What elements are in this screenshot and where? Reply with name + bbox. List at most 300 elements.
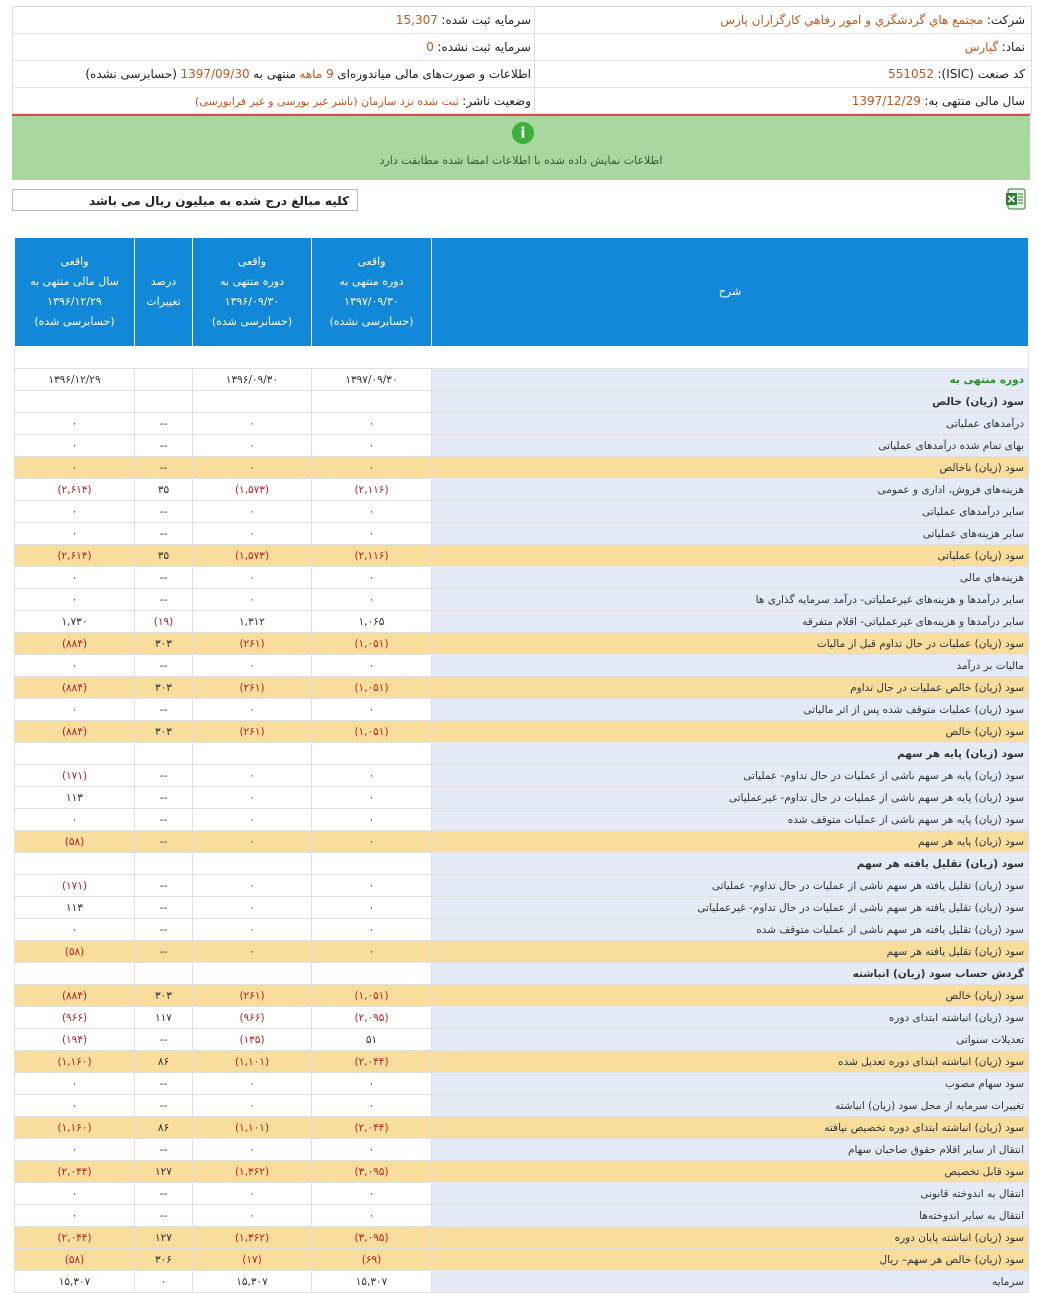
table-row <box>15 1249 1029 1271</box>
table-row <box>15 1139 1029 1161</box>
table-row <box>15 655 1029 677</box>
cell-change-percent: -- <box>135 523 193 545</box>
row-description: سود (زیان) انباشته ابتدای دوره <box>432 1007 1029 1029</box>
cell-fiscal-year: (۱,۱۶۰) <box>15 1117 135 1139</box>
cell-previous-period: ۰ <box>193 765 312 787</box>
cell-current-period: ۱۵,۳۰۷ <box>312 1271 432 1293</box>
table-row <box>15 1007 1029 1029</box>
cell-current-period: (۲,۰۹۵) <box>312 1007 432 1029</box>
col-header-change <box>135 238 193 347</box>
cell-current-period: ۰ <box>312 831 432 853</box>
header-row-symbol <box>13 34 1031 61</box>
cell-fiscal-year: (۱۹۴) <box>15 1029 135 1051</box>
cell-current-period: (۲,۰۴۴) <box>312 1051 432 1073</box>
unregistered-capital-field <box>426 34 531 60</box>
row-description: سود قابل تخصیص <box>432 1161 1029 1183</box>
table-row <box>15 1029 1029 1051</box>
cell-fiscal-year: (۹۶۶) <box>15 1007 135 1029</box>
table-row <box>15 1205 1029 1227</box>
cell-fiscal-year: ۰ <box>15 655 135 677</box>
col2-line1: واقعی <box>237 255 267 268</box>
cell-fiscal-year <box>15 391 135 413</box>
header-row-fiscal <box>13 88 1031 114</box>
fiscal-year-field <box>852 88 1025 114</box>
table-row <box>15 413 1029 435</box>
cell-fiscal-year: (۲,۰۴۴) <box>15 1227 135 1249</box>
cell-fiscal-year: ۱۱۳ <box>15 787 135 809</box>
cell-change-percent: -- <box>135 919 193 941</box>
row-description: سایر هزینه‌های عملیاتی <box>432 523 1029 545</box>
cell-previous-period: (۱,۳۶۲) <box>193 1227 312 1249</box>
row-description: سود (زیان) خالص هر سهم– ریال <box>432 1249 1029 1271</box>
cell-change-percent: -- <box>135 413 193 435</box>
registered-capital-field <box>396 7 531 33</box>
table-row <box>15 1271 1029 1293</box>
cell-current-period <box>312 391 432 413</box>
cell-change-percent: ۳۵ <box>135 545 193 567</box>
cell-change-percent: -- <box>135 809 193 831</box>
row-description: سایر درآمدهای عملیاتی <box>432 501 1029 523</box>
company-value[interactable]: مجتمع هاي گردشگري و امور رفاهي کارگزاران پارس <box>720 13 984 27</box>
cell-current-period: ۰ <box>312 435 432 457</box>
cell-change-percent: -- <box>135 457 193 479</box>
cell-previous-period: (۱,۵۷۳) <box>193 479 312 501</box>
cell-previous-period: ۱۵,۳۰۷ <box>193 1271 312 1293</box>
row-description: سود سهام مصوب <box>432 1073 1029 1095</box>
cell-fiscal-year: ۰ <box>15 1183 135 1205</box>
row-description: سود (زیان) انباشته پایان دوره <box>432 1227 1029 1249</box>
table-row <box>15 501 1029 523</box>
cell-change-percent <box>135 391 193 413</box>
company-header <box>12 6 1032 114</box>
row-description: تغییرات سرمایه از محل سود (زیان) انباشته <box>432 1095 1029 1117</box>
cell-change-percent <box>135 369 193 391</box>
cell-current-period: ۰ <box>312 1183 432 1205</box>
cell-previous-period: (۱,۱۰۱) <box>193 1117 312 1139</box>
table-row <box>15 941 1029 963</box>
table-row <box>15 1161 1029 1183</box>
cell-fiscal-year: ۰ <box>15 589 135 611</box>
cell-current-period: ۰ <box>312 655 432 677</box>
cell-change-percent: -- <box>135 655 193 677</box>
col3-line2: تغییرات <box>146 295 181 308</box>
cell-previous-period: ۰ <box>193 655 312 677</box>
cell-previous-period: (۱,۵۷۳) <box>193 545 312 567</box>
row-description: انتقال به اندوخته قانونی <box>432 1183 1029 1205</box>
symbol-label: نماد: <box>1001 40 1025 54</box>
cell-previous-period: ۰ <box>193 941 312 963</box>
cell-change-percent <box>135 853 193 875</box>
cell-current-period: ۰ <box>312 875 432 897</box>
cell-change-percent: -- <box>135 501 193 523</box>
table-row <box>15 985 1029 1007</box>
row-description: دوره منتهی به <box>432 369 1029 391</box>
unregistered-capital-value: 0 <box>426 40 434 54</box>
table-row <box>15 479 1029 501</box>
cell-change-percent: -- <box>135 1029 193 1051</box>
row-description: سود (زیان) پایه هر سهم ناشی از عملیات در حال تداوم- عملیاتی <box>432 765 1029 787</box>
cell-previous-period: ۰ <box>193 567 312 589</box>
cell-previous-period: ۰ <box>193 809 312 831</box>
cell-change-percent: -- <box>135 1183 193 1205</box>
table-row <box>15 1095 1029 1117</box>
cell-current-period: (۱,۰۵۱) <box>312 677 432 699</box>
cell-change-percent: ۳۰۳ <box>135 721 193 743</box>
cell-fiscal-year: ۱۳۹۶/۱۲/۲۹ <box>15 369 135 391</box>
header-spacer <box>15 347 1029 369</box>
table-row <box>15 699 1029 721</box>
row-description: سود (زیان) پایه هر سهم ناشی از عملیات متوقف شده <box>432 809 1029 831</box>
cell-current-period: ۰ <box>312 765 432 787</box>
table-row <box>15 765 1029 787</box>
col4-line2: سال مالی منتهی به <box>30 275 119 288</box>
table-row <box>15 567 1029 589</box>
cell-previous-period: ۰ <box>193 831 312 853</box>
cell-fiscal-year: (۸۸۴) <box>15 721 135 743</box>
row-description: انتقال به سایر اندوخته‌ها <box>432 1205 1029 1227</box>
col1-line2: دوره منتهی به <box>339 275 404 288</box>
header-row-company <box>13 7 1031 34</box>
cell-current-period: ۰ <box>312 1095 432 1117</box>
row-description: سود (زیان) خالص <box>432 721 1029 743</box>
cell-current-period: ۰ <box>312 523 432 545</box>
cell-previous-period: ۰ <box>193 897 312 919</box>
cell-previous-period <box>193 853 312 875</box>
fiscal-year-label: سال مالی منتهی به: <box>924 94 1025 108</box>
col4-line1: واقعی <box>60 255 89 268</box>
cell-current-period: ۰ <box>312 1205 432 1227</box>
cell-current-period: ۰ <box>312 1139 432 1161</box>
cell-current-period: (۱,۰۵۱) <box>312 721 432 743</box>
isic-label: کد صنعت (ISIC): <box>937 67 1025 81</box>
cell-current-period <box>312 963 432 985</box>
col2-line4: (حسابرسی شده) <box>211 315 293 328</box>
cell-current-period <box>312 853 432 875</box>
cell-change-percent: ۳۰۶ <box>135 1249 193 1271</box>
cell-previous-period: (۲۶۱) <box>193 633 312 655</box>
cell-fiscal-year: ۱۵,۳۰۷ <box>15 1271 135 1293</box>
row-description: سود (زیان) خالص عملیات در حال تداوم <box>432 677 1029 699</box>
col4-line3: ۱۳۹۶/۱۲/۲۹ <box>47 295 102 308</box>
table-row <box>15 1183 1029 1205</box>
cell-current-period: ۰ <box>312 413 432 435</box>
table-row <box>15 391 1029 413</box>
report-mid: منتهی به <box>253 67 296 81</box>
symbol-field <box>965 34 1025 60</box>
cell-current-period <box>312 743 432 765</box>
cell-change-percent: -- <box>135 1073 193 1095</box>
cell-previous-period: (۱۷) <box>193 1249 312 1271</box>
cell-fiscal-year: ۰ <box>15 919 135 941</box>
table-row <box>15 611 1029 633</box>
row-description: هزینه‌های مالی <box>432 567 1029 589</box>
cell-change-percent <box>135 743 193 765</box>
info-icon: i <box>512 122 534 144</box>
cell-fiscal-year: (۲,۶۱۴) <box>15 479 135 501</box>
col1-line3: ۱۳۹۷/۰۹/۳۰ <box>344 295 399 308</box>
cell-fiscal-year: (۵۸) <box>15 1249 135 1271</box>
row-description: سایر درآمدها و هزینه‌های غیرعملیاتی- اقلام متفرقه <box>432 611 1029 633</box>
table-row <box>15 523 1029 545</box>
cell-previous-period: ۰ <box>193 1183 312 1205</box>
cell-current-period: ۰ <box>312 501 432 523</box>
fiscal-year-value: 1397/12/29 <box>851 94 921 108</box>
cell-previous-period: ۰ <box>193 457 312 479</box>
row-description: سود (زیان) تقلیل یافته هر سهم ناشی از عملیات در حال تداوم- غیرعملیاتی <box>432 897 1029 919</box>
cell-change-percent: -- <box>135 941 193 963</box>
cell-current-period: (۳,۰۹۵) <box>312 1227 432 1249</box>
row-description: سود (زیان) خالص <box>432 391 1029 413</box>
table-row <box>15 809 1029 831</box>
registered-capital-value: 15,307 <box>395 13 438 27</box>
isic-field <box>888 61 1025 87</box>
cell-previous-period: ۰ <box>193 413 312 435</box>
table-row <box>15 435 1029 457</box>
cell-fiscal-year: ۰ <box>15 699 135 721</box>
report-suffix: (حسابرسی نشده) <box>85 67 177 81</box>
row-description: هزینه‌های فروش، اداری و عمومی <box>432 479 1029 501</box>
row-description: بهای تمام شده درآمدهای عملیاتی <box>432 435 1029 457</box>
table-row <box>15 457 1029 479</box>
cell-change-percent: ۸۶ <box>135 1117 193 1139</box>
cell-current-period: (۲,۱۱۶) <box>312 545 432 567</box>
cell-previous-period: ۰ <box>193 875 312 897</box>
cell-current-period: ۰ <box>312 897 432 919</box>
table-body <box>15 369 1029 1293</box>
cell-previous-period: ۱۳۹۶/۰۹/۳۰ <box>193 369 312 391</box>
cell-fiscal-year: (۱۷۱) <box>15 765 135 787</box>
row-description: سود (زیان) عملیات متوقف شده پس از اثر مالیاتی <box>432 699 1029 721</box>
cell-current-period: ۰ <box>312 699 432 721</box>
registered-capital-label: سرمایه ثبت شده: <box>441 13 531 27</box>
cell-change-percent: (۱۹) <box>135 611 193 633</box>
cell-previous-period: (۲۶۱) <box>193 677 312 699</box>
cell-previous-period: ۰ <box>193 523 312 545</box>
row-description: سود (زیان) تقلیل یافته هر سهم <box>432 941 1029 963</box>
cell-fiscal-year <box>15 743 135 765</box>
row-description: سود (زیان) انباشته ابتدای دوره تخصیص نیافته <box>432 1117 1029 1139</box>
header-row-isic <box>13 61 1031 88</box>
cell-fiscal-year: (۲,۶۱۴) <box>15 545 135 567</box>
cell-fiscal-year: ۰ <box>15 809 135 831</box>
publisher-label: وضعیت ناشر: <box>462 94 531 108</box>
cell-current-period: (۲,۰۴۴) <box>312 1117 432 1139</box>
col4-line4: (حسابرسی شده) <box>34 315 115 328</box>
cell-fiscal-year: (۵۸) <box>15 941 135 963</box>
cell-change-percent: ۱۲۷ <box>135 1161 193 1183</box>
cell-previous-period: ۱,۳۱۲ <box>193 611 312 633</box>
table-row <box>15 589 1029 611</box>
col-header-desc: شرح <box>432 238 1029 347</box>
table-row <box>15 1227 1029 1249</box>
unregistered-capital-label: سرمایه ثبت نشده: <box>437 40 531 54</box>
cell-change-percent: -- <box>135 435 193 457</box>
cell-change-percent: -- <box>135 831 193 853</box>
cell-previous-period: ۰ <box>193 501 312 523</box>
cell-change-percent: -- <box>135 699 193 721</box>
report-period: 9 ماهه <box>299 67 334 81</box>
cell-fiscal-year: ۱,۷۳۰ <box>15 611 135 633</box>
cell-current-period: ۰ <box>312 567 432 589</box>
report-date: 1397/09/30 <box>180 67 250 81</box>
cell-fiscal-year: ۰ <box>15 523 135 545</box>
cell-previous-period: (۹۶۶) <box>193 1007 312 1029</box>
cell-current-period: ۰ <box>312 457 432 479</box>
row-description: سود (زیان) عملیات در حال تداوم قبل از مالیات <box>432 633 1029 655</box>
table-row <box>15 875 1029 897</box>
cell-change-percent: -- <box>135 787 193 809</box>
col-header-current <box>312 238 432 347</box>
company-label: شرکت: <box>986 13 1025 27</box>
cell-current-period: (۱,۰۵۱) <box>312 985 432 1007</box>
cell-previous-period <box>193 743 312 765</box>
cell-previous-period: (۱,۳۶۲) <box>193 1161 312 1183</box>
cell-previous-period <box>193 963 312 985</box>
cell-change-percent: ۸۶ <box>135 1051 193 1073</box>
cell-fiscal-year: ۰ <box>15 567 135 589</box>
cell-change-percent: ۰ <box>135 1271 193 1293</box>
cell-fiscal-year: (۸۸۴) <box>15 985 135 1007</box>
cell-fiscal-year: ۰ <box>15 1139 135 1161</box>
cell-current-period: ۵۱ <box>312 1029 432 1051</box>
table-row <box>15 545 1029 567</box>
table-row <box>15 1051 1029 1073</box>
cell-previous-period: (۱,۱۰۱) <box>193 1051 312 1073</box>
table-row <box>15 677 1029 699</box>
cell-current-period: (۲,۱۱۶) <box>312 479 432 501</box>
notice-text: اطلاعات نمایش داده شده با اطلاعات امضا شده مطابقت دارد <box>379 154 663 167</box>
table-row <box>15 1117 1029 1139</box>
report-prefix: اطلاعات و صورت‌های مالی میاندوره‌ای <box>337 67 531 81</box>
row-description: درآمدهای عملیاتی <box>432 413 1029 435</box>
table-row <box>15 1073 1029 1095</box>
cell-fiscal-year: ۰ <box>15 435 135 457</box>
col2-line3: ۱۳۹۶/۰۹/۳۰ <box>224 295 280 308</box>
cell-change-percent: -- <box>135 765 193 787</box>
cell-fiscal-year: (۸۸۴) <box>15 677 135 699</box>
company-field <box>720 7 1025 33</box>
cell-fiscal-year <box>15 853 135 875</box>
cell-change-percent: -- <box>135 1205 193 1227</box>
col-header-previous <box>193 238 312 347</box>
cell-change-percent: -- <box>135 567 193 589</box>
cell-change-percent: -- <box>135 589 193 611</box>
cell-change-percent: ۳۰۳ <box>135 633 193 655</box>
cell-previous-period: ۰ <box>193 1205 312 1227</box>
cell-fiscal-year: (۵۸) <box>15 831 135 853</box>
cell-previous-period: ۰ <box>193 787 312 809</box>
units-note: کلیه مبالغ درج شده به میلیون ریال می باشد <box>12 189 358 211</box>
cell-previous-period: ۰ <box>193 435 312 457</box>
cell-current-period: ۰ <box>312 589 432 611</box>
cell-current-period: (۳,۰۹۵) <box>312 1161 432 1183</box>
cell-current-period: ۱۳۹۷/۰۹/۳۰ <box>312 369 432 391</box>
publisher-field <box>195 88 531 114</box>
cell-fiscal-year: (۱,۱۶۰) <box>15 1051 135 1073</box>
col1-line1: واقعی <box>357 255 386 268</box>
cell-previous-period: ۰ <box>193 1073 312 1095</box>
excel-export-icon[interactable] <box>1005 188 1027 210</box>
cell-fiscal-year <box>15 963 135 985</box>
table-row <box>15 721 1029 743</box>
cell-fiscal-year: ۰ <box>15 413 135 435</box>
row-description: سود (زیان) خالص <box>432 985 1029 1007</box>
cell-fiscal-year: ۰ <box>15 457 135 479</box>
cell-previous-period: (۱۳۵) <box>193 1029 312 1051</box>
isic-value: 551052 <box>888 67 934 81</box>
cell-previous-period: ۰ <box>193 589 312 611</box>
cell-current-period: ۰ <box>312 809 432 831</box>
col3-line1: درصد <box>150 275 177 288</box>
row-description: مالیات بر درآمد <box>432 655 1029 677</box>
symbol-value[interactable]: گپارس <box>964 40 999 54</box>
cell-previous-period: ۰ <box>193 1139 312 1161</box>
table-row <box>15 963 1029 985</box>
table-row <box>15 743 1029 765</box>
row-description: سود (زیان) تقلیل یافته هر سهم ناشی از عملیات در حال تداوم- عملیاتی <box>432 875 1029 897</box>
cell-fiscal-year: ۰ <box>15 501 135 523</box>
row-description: گردش حساب سود (زیان) انباشته <box>432 963 1029 985</box>
cell-current-period: ۰ <box>312 787 432 809</box>
cell-current-period: ۰ <box>312 1073 432 1095</box>
row-description: سود (زیان) تقلیل یافته هر سهم ناشی از عملیات متوقف شده <box>432 919 1029 941</box>
table-row <box>15 787 1029 809</box>
table-row <box>15 633 1029 655</box>
row-description: سود (زیان) تقلیل یافته هر سهم <box>432 853 1029 875</box>
income-statement-table <box>14 237 1029 1293</box>
cell-change-percent: -- <box>135 1095 193 1117</box>
publisher-value: ثبت شده نزد سازمان (ناشر غیر بورسی و غیر فرابورسی) <box>195 95 459 108</box>
cell-fiscal-year: ۱۱۳ <box>15 897 135 919</box>
row-description: سایر درآمدها و هزینه‌های غیرعملیاتی- درآمد سرمایه گذاری ها <box>432 589 1029 611</box>
table-row <box>15 369 1029 391</box>
row-description: انتقال از سایر اقلام حقوق صاحبان سهام <box>432 1139 1029 1161</box>
cell-previous-period: ۰ <box>193 1095 312 1117</box>
cell-change-percent: -- <box>135 1139 193 1161</box>
cell-previous-period: (۲۶۱) <box>193 721 312 743</box>
table-header-row <box>15 238 1029 347</box>
cell-current-period: (۱,۰۵۱) <box>312 633 432 655</box>
cell-current-period: (۶۹) <box>312 1249 432 1271</box>
row-description: سود (زیان) ناخالص <box>432 457 1029 479</box>
report-title <box>85 61 531 87</box>
cell-fiscal-year: ۰ <box>15 1095 135 1117</box>
verification-notice <box>12 116 1030 180</box>
table-row <box>15 853 1029 875</box>
row-description: سود (زیان) انباشته ابتدای دوره تعدیل شده <box>432 1051 1029 1073</box>
row-description: سرمایه <box>432 1271 1029 1293</box>
cell-change-percent: -- <box>135 875 193 897</box>
cell-change-percent: ۳۰۳ <box>135 677 193 699</box>
cell-fiscal-year: (۸۸۴) <box>15 633 135 655</box>
table-row <box>15 831 1029 853</box>
col1-line4: (حسابرسی نشده) <box>329 315 414 328</box>
cell-previous-period: (۲۶۱) <box>193 985 312 1007</box>
cell-change-percent <box>135 963 193 985</box>
cell-previous-period <box>193 391 312 413</box>
cell-current-period: ۰ <box>312 941 432 963</box>
cell-fiscal-year: ۰ <box>15 1073 135 1095</box>
cell-fiscal-year: ۰ <box>15 1205 135 1227</box>
row-description: سود (زیان) پایه هر سهم <box>432 831 1029 853</box>
col2-line2: دوره منتهی به <box>219 275 284 288</box>
cell-current-period: ۱,۰۶۵ <box>312 611 432 633</box>
col-header-fiscal <box>15 238 135 347</box>
cell-current-period: ۰ <box>312 919 432 941</box>
cell-change-percent: ۱۱۷ <box>135 1007 193 1029</box>
row-description: سود (زیان) عملیاتی <box>432 545 1029 567</box>
table-row <box>15 897 1029 919</box>
